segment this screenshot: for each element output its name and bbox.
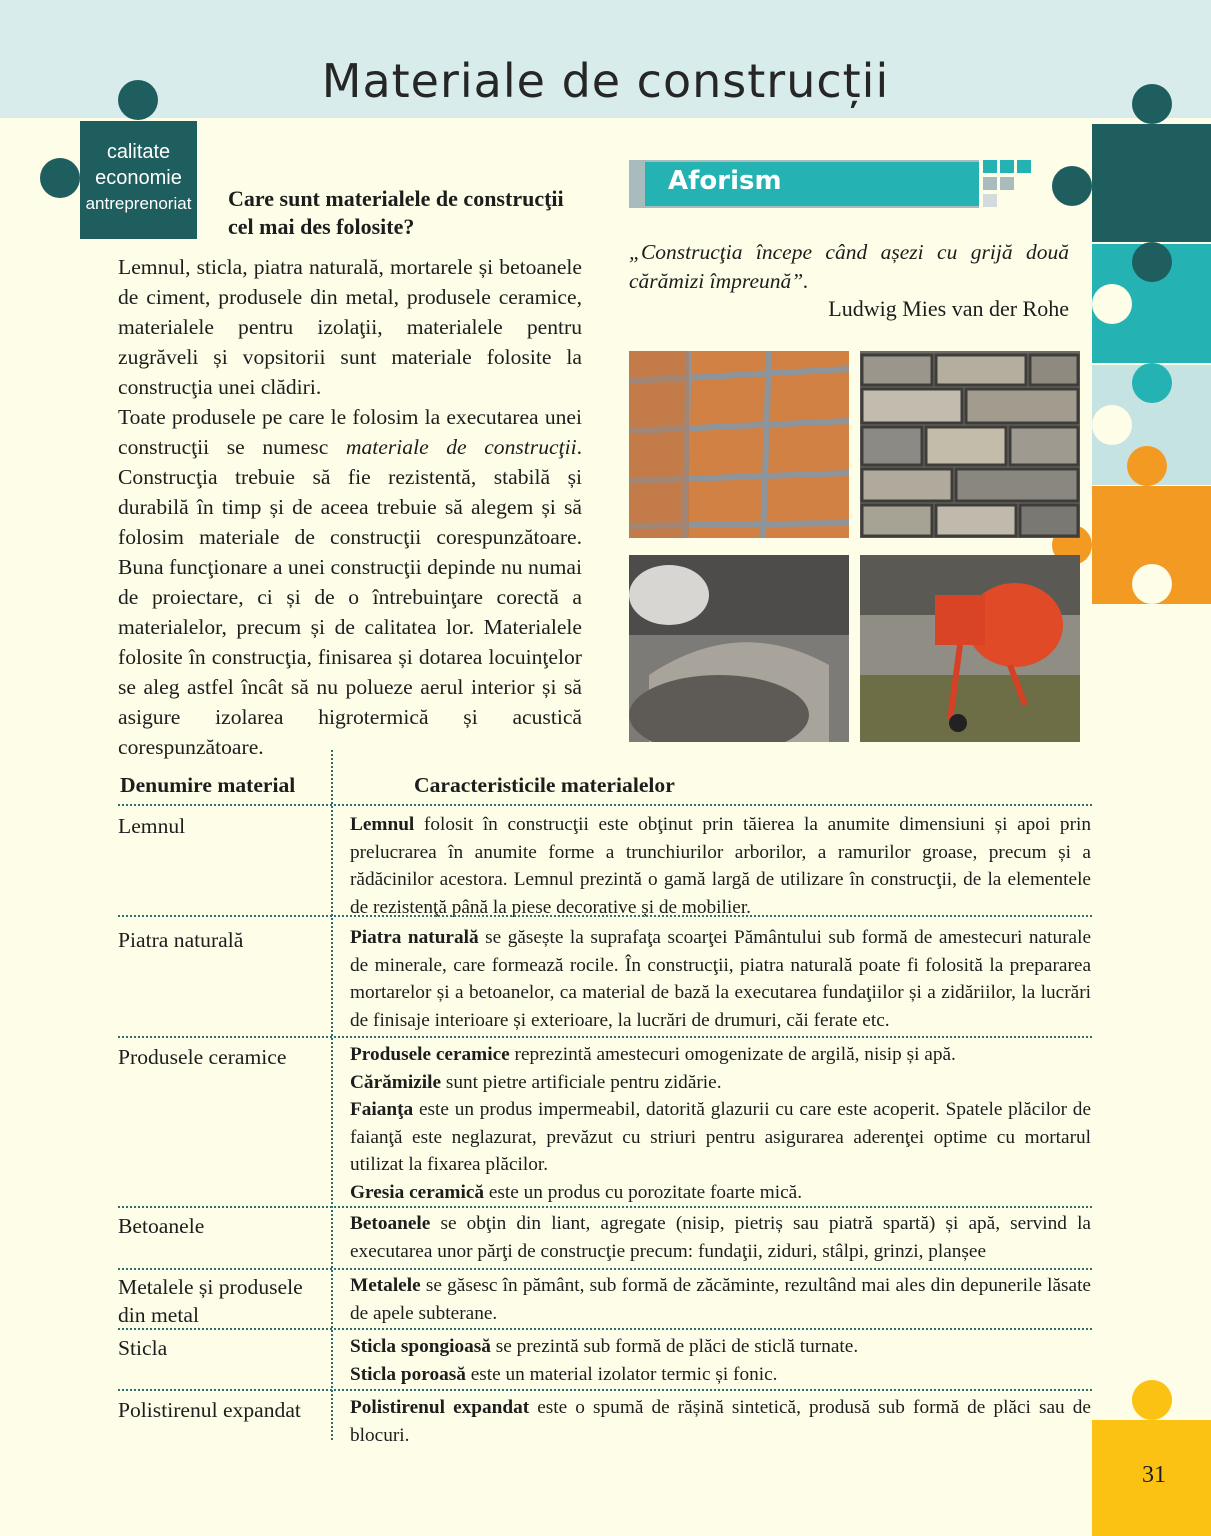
- term-text: se găsește la suprafaţa scoarţei Pământului sub formă de amestecuri naturale de minerale, care formează rocile. În construcţii, piatra naturală poate fi folosită la prepararea mortarelor și a betoanelor, ca material de bază la executarea fundaţiilor și a zidăriilor, la lucrări de finisaje interioare și exterioare, la lucrări de drumuri, căi ferate etc.: [350, 927, 1091, 1031]
- table-cell-description: [350, 1210, 1091, 1265]
- term-bold: Gresia ceramică: [350, 1181, 485, 1203]
- term-bold: Faianţa: [350, 1099, 414, 1120]
- table-cell-name: Piatra naturală: [118, 928, 244, 952]
- puzzle-notch: [1092, 405, 1132, 445]
- page-title: Materiale de construcții: [321, 54, 890, 108]
- puzzle-knob-left: [40, 158, 80, 198]
- term-text: se prezintă sub formă de plăci de sticlă turnate.: [490, 1336, 859, 1357]
- decor-square: [1000, 160, 1014, 173]
- term-text: se găsesc în pământ, sub formă de zăcăminte, rezultând mai ales din depunerile lăsate de apele subterane.: [350, 1275, 1091, 1324]
- puzzle-piece-dark: [1092, 124, 1211, 242]
- table-cell-name: Sticla: [118, 1336, 168, 1360]
- term-text: sunt pietre artificiale pentru zidărie.: [441, 1071, 722, 1093]
- aforism-quote: „Construcţia începe când așezi cu grijă două cărămizi împreună”.: [629, 240, 1069, 293]
- table-cell-description: [350, 1272, 1091, 1327]
- aforism-label: Aforism: [668, 166, 782, 196]
- term-text: este un material izolator termic și fonic.: [465, 1363, 778, 1385]
- term-text: este un produs cu porozitate foarte mică.: [484, 1181, 803, 1203]
- body-text-span: . Construcţia trebuie să fie rezistentă, stabilă și durabilă în timp și de aceea trebuie să alegem și să folosim materiale de construcţii corespunzătoare. Buna funcţionare a unei construcţii depinde nu numai de proiectare, ci și de o întrebuinţare corectă a materialelor, precum și de calitatea lor. Materialele folosite în construcţia, finisarea și dotarea locuinţelor se aleg astfel încât să nu polueze aerul interior și să asigure izolarea higrotermică și acustică corespunzătoare.: [118, 435, 582, 759]
- term-line: [350, 1179, 1091, 1207]
- table-divider: [118, 1328, 1092, 1330]
- competency-tag: [80, 121, 197, 239]
- table-cell-description: [350, 1333, 1091, 1388]
- table-cell-name: Polistirenul expandat: [118, 1398, 301, 1422]
- term-bold: Piatra naturală: [350, 927, 479, 948]
- decor-square: [1000, 177, 1014, 190]
- brick-wall-photo: [629, 351, 849, 538]
- table-divider: [118, 804, 1092, 806]
- decor-square: [983, 177, 997, 190]
- page-number: 31: [1142, 1462, 1166, 1488]
- decor-square: [1017, 160, 1031, 173]
- term-bold: Sticla poroasă: [350, 1363, 466, 1385]
- aforism-author: Ludwig Mies van der Rohe: [828, 296, 1069, 321]
- table-cell-description: [350, 1041, 1091, 1206]
- term-line: [350, 1333, 1091, 1361]
- table-cell-name: Betoanele: [118, 1214, 205, 1238]
- table-cell-description: [350, 1394, 1091, 1449]
- term-line: [350, 1361, 1091, 1389]
- puzzle-knob: [1132, 1380, 1172, 1420]
- puzzle-knob: [1052, 166, 1092, 206]
- body-paragraph-1: Lemnul, sticla, piatra naturală, mortarele și betoanele de ciment, produsele din metal, produsele ceramice, materialele pentru izolaţii, materialele pentru zugrăveli și vopsitorii sunt materiale folosite la construcţia unei clădiri.: [118, 255, 582, 399]
- table-cell-description: [350, 924, 1091, 1034]
- puzzle-notch: [1092, 284, 1132, 324]
- term-bold: Metalele: [350, 1275, 421, 1296]
- cement-mixer-photo: [860, 555, 1080, 742]
- term-line: [350, 1069, 1091, 1097]
- decor-square: [983, 160, 997, 173]
- table-header-characteristics: Caracteristicile materialelor: [414, 773, 675, 797]
- term-bold: Sticla spongioasă: [350, 1336, 491, 1357]
- table-cell-name: Produsele ceramice: [118, 1045, 287, 1069]
- body-paragraph-2: [118, 402, 582, 762]
- table-header-name: Denumire material: [120, 773, 296, 797]
- puzzle-knob-top: [118, 80, 158, 120]
- puzzle-knob: [1127, 446, 1167, 486]
- term-line: [350, 1041, 1091, 1069]
- concrete-pouring-photo: [629, 555, 849, 742]
- term-bold: Polistirenul expandat: [350, 1397, 530, 1418]
- term-bold: Produsele ceramice: [350, 1044, 510, 1065]
- term-text: este o spumă de rășină sintetică, produsă sub formă de plăci sau de blocuri.: [350, 1397, 1091, 1446]
- puzzle-knob: [1132, 363, 1172, 403]
- puzzle-notch: [1132, 564, 1172, 604]
- term-text: este un produs impermeabil, datorită glazurii cu care este acoperit. Spatele plăcilor de faianţă este neglazurat, prevăzut cu striuri pentru asigurarea aderenţei optime cu mortarul utilizat la fixarea plăcilor.: [350, 1099, 1091, 1175]
- body-text: [118, 252, 582, 762]
- term-text: folosit în construcţii este obţinut prin tăierea la anumite dimensiuni și apoi prin prelucrarea în anumite forme a trunchiurilor arborilor, a ramurilor groase, precum și a rădăcinilor acestora. Lemnul prezintă o gamă largă de utilizare în construcţii, de la elementele de rezistenţă până la piese decorative și de mobilier.: [350, 814, 1091, 918]
- tag-line-2: economie: [95, 167, 182, 189]
- stone-wall-photo: [860, 351, 1080, 538]
- body-text-span: Toate produsele pe care le folosim la executarea unei construcţii se numesc: [118, 405, 582, 459]
- puzzle-knob: [1132, 242, 1172, 282]
- table-divider: [118, 1206, 1092, 1208]
- tag-line-3: antreprenoriat: [85, 194, 192, 213]
- table-divider: [118, 1268, 1092, 1270]
- table-cell-description: [350, 811, 1091, 921]
- term-bold: Betoanele: [350, 1213, 431, 1234]
- tag-line-1: calitate: [106, 141, 171, 163]
- decor-square: [983, 194, 997, 207]
- table-cell-name: Lemnul: [118, 814, 186, 838]
- table-divider: [118, 1389, 1092, 1391]
- table-divider: [118, 1036, 1092, 1038]
- table-cell-name: Metalele și produsele din metal: [118, 1275, 303, 1327]
- term-bold: Cărămizile: [350, 1071, 442, 1093]
- table-divider: [118, 915, 1092, 917]
- term-bold: Lemnul: [350, 814, 415, 835]
- body-term-italic: materiale de construcţii: [345, 435, 577, 459]
- term-text: se obţin din liant, agregate (nisip, pietriș sau piatră spartă) și apă, servind la executarea unor părţi de construcţie precum: fundaţii, ziduri, stâlpi, grinzi, planșee: [350, 1213, 1091, 1262]
- puzzle-knob: [1132, 84, 1172, 124]
- term-text: reprezintă amestecuri omogenizate de argilă, nisip și apă.: [509, 1044, 956, 1065]
- term-line: [350, 1096, 1091, 1179]
- section-question: Care sunt materialele de construcţii cel mai des folosite?: [228, 186, 564, 239]
